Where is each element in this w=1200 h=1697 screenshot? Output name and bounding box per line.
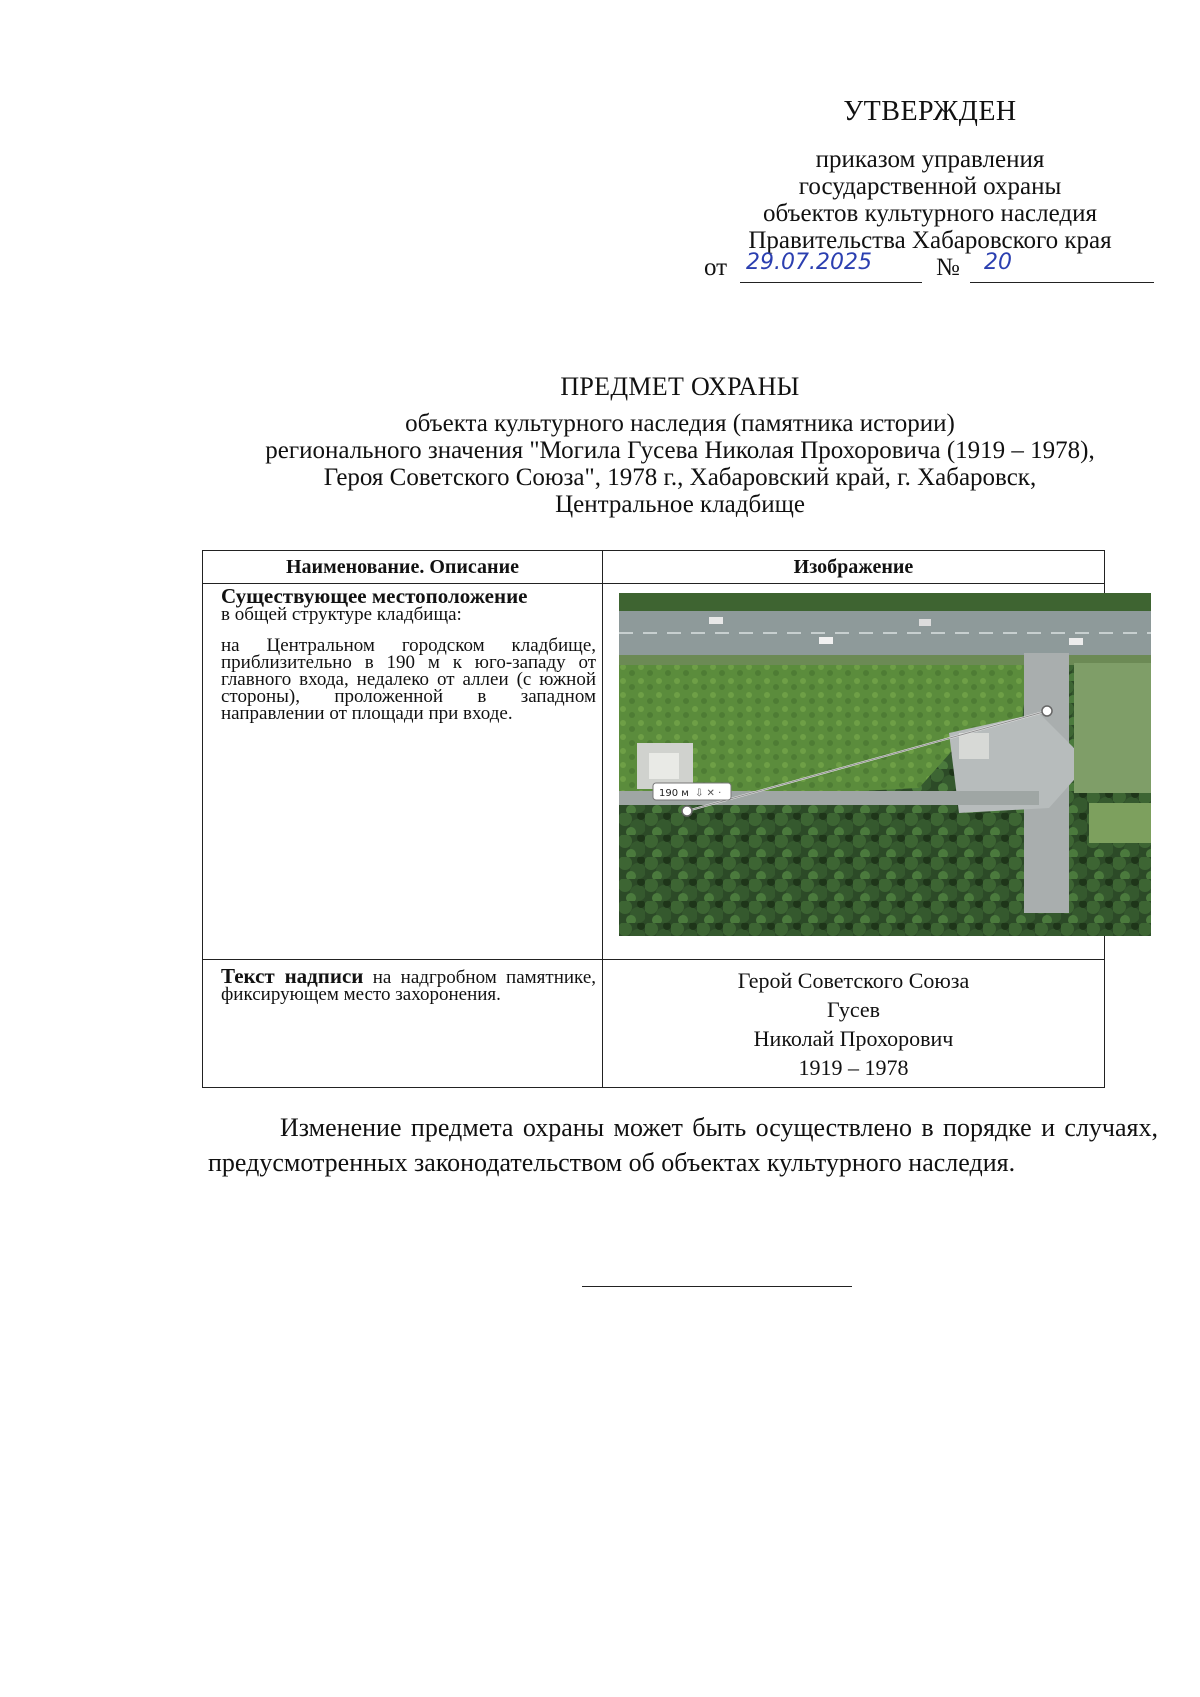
heading-line: объекта культурного наследия (памятника истории) [405,410,955,437]
date-field [740,248,922,283]
inscription-line: Николай Прохорович [753,1026,954,1051]
heading-line: Центральное кладбище [555,491,805,518]
number-field [970,248,1154,283]
handwritten-date: 29.07.2025 [746,250,872,275]
location-text: на Центральном городском кладбище, приблизительно в 190 м к юго-западу от главного входа, недалеко от аллеи (с южной стороны), проложенной в западном направлении от площади при входе. [221,635,596,724]
heading-line: Героя Советского Союза", 1978 г., Хабаровский край, г. Хабаровск, [323,464,1037,491]
inscription-line: Гусев [826,997,881,1022]
approval-block [720,96,1140,254]
inscription-description-cell [203,960,603,1088]
column-header-image: Изображение [603,551,1105,584]
document-heading [210,372,1150,518]
column-header-description: Наименование. Описание [203,551,603,584]
svg-text:⇩ ✕ ·: ⇩ ✕ · [695,788,722,799]
inscription-line: Герой Советского Союза [737,968,970,993]
document-title: ПРЕДМЕТ ОХРАНЫ [560,372,800,401]
location-lead-rest: в общей структуре кладбища: [221,604,462,625]
date-label: от [704,254,728,281]
map-distance-label: 190 м [659,788,689,799]
approval-title: УТВЕРЖДЕН [843,96,1017,127]
approval-line: приказом управления [815,146,1045,173]
inscription-text-cell [603,960,1105,1088]
approval-line: государственной охраны [798,173,1062,200]
approval-line: Правительства Хабаровского края [748,227,1112,254]
protection-subject-table [202,550,1105,1088]
handwritten-number: 20 [984,250,1012,275]
location-lead: Существующее местоположение [221,584,528,608]
heading-line: регионального значения "Могила Гусева Николая Прохоровича (1919 – 1978), [265,437,1095,464]
inscription-line: 1919 – 1978 [798,1055,909,1080]
location-description-cell [203,584,603,960]
satellite-map-image [619,593,1151,936]
amendment-note: Изменение предмета охраны может быть осуществлено в порядке и случаях, предусмотренных законодательством об объектах культурного наследия. [208,1113,1158,1177]
end-rule [582,1286,852,1287]
map-image-cell [603,584,1105,960]
number-label: № [936,254,960,281]
inscription-lead-rest: на надгробном памятнике, фиксирующем место захоронения. [221,967,596,1005]
inscription-lead: Текст надписи [221,964,364,988]
approval-line: объектов культурного наследия [763,200,1097,227]
order-date-number [704,248,1156,288]
